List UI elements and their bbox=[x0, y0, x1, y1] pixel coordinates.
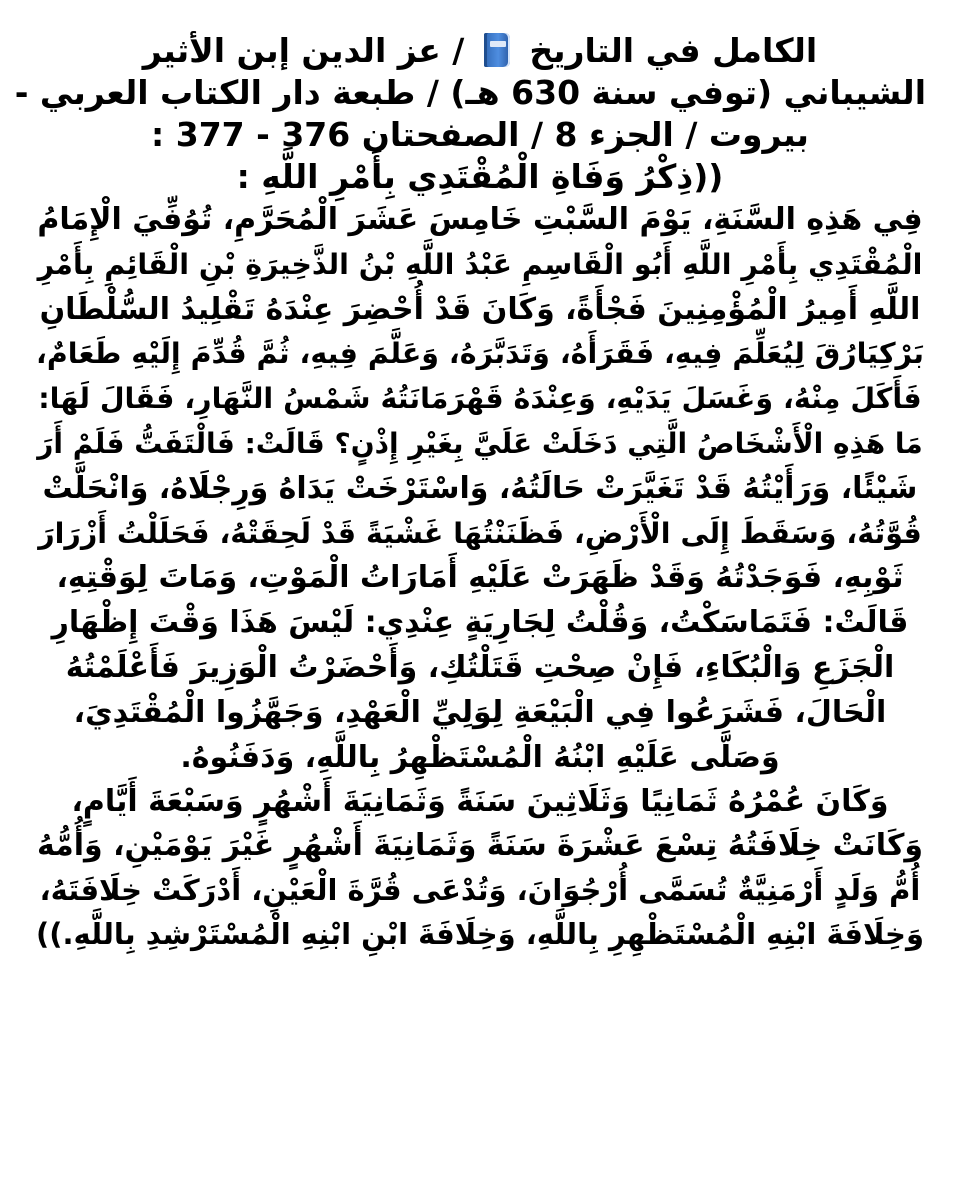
text-line: اللَّهِ أَمِيرُ الْمُؤْمِنِينَ فَجْأَةً، وَكَانَ قَدْ أُحْضِرَ عِنْدَهُ تَقْلِيدُ السُّلْطَانِ bbox=[39, 291, 921, 327]
title-author: / عز الدين إبن الأثير bbox=[142, 31, 465, 70]
text-line: وَخِلَافَةَ ابْنِهِ الْمُسْتَظْهِرِ بِاللَّهِ، وَخِلَافَةَ ابْنِ ابْنِهِ الْمُسْتَرْشِدِ بِاللَّهِ.)) bbox=[36, 917, 924, 952]
text-line: أُمُّ وَلَدٍ أَرْمَنِيَّةٌ تُسَمَّى أُرْجُوَانَ، وَتُدْعَى قُرَّةَ الْعَيْنِ، أَدْرَكَتْ خِلَافَتَهُ، bbox=[39, 873, 921, 908]
text-line: قَالَتْ: فَتَمَاسَكْتُ، وَقُلْتُ لِجَارِيَةٍ عِنْدِي: لَيْسَ هَذَا وَقْتَ إِظْهَارِ bbox=[51, 605, 909, 641]
text-line: الْمُقْتَدِي بِأَمْرِ اللَّهِ أَبُو الْقَاسِمِ عَبْدُ اللَّهِ بْنُ الذَّخِيرَةِ بْنِ الْقَائِمِ بِأَمْرِ bbox=[37, 247, 923, 281]
text-line: فَأَكَلَ مِنْهُ، وَغَسَلَ يَدَيْهِ، وَعِنْدَهُ قَهْرَمَانَتُهُ شَمْسُ النَّهَارِ، فَقَالَ لَهَا: bbox=[38, 382, 922, 416]
section-heading: ((ذِكْرُ وَفَاةِ الْمُقْتَدِي بِأَمْرِ اللَّهِ : bbox=[236, 157, 724, 196]
document-title bbox=[34, 30, 926, 72]
source-line-3: بيروت / الجزء 8 / الصفحتان 376 - 377 : bbox=[151, 115, 809, 154]
text-line: وَكَانَ عُمْرُهُ ثَمَانِيًا وَثَلَاثِينَ سَنَةً وَثَمَانِيَةَ أَشْهُرٍ وَسَبْعَةَ أَيَّامٍ، bbox=[71, 784, 889, 820]
paragraph-1 bbox=[34, 198, 926, 780]
source-line-2: الشيباني (توفي سنة 630 هـ) / طبعة دار الكتاب العربي - bbox=[14, 73, 926, 112]
text-line: بَرْكِيَارُقَ لِيُعَلِّمَ فِيهِ، فَقَرَأَهُ، وَتَدَبَّرَهُ، وَعَلَّمَ فِيهِ، ثُمَّ قُدِّمَ إِلَيْهِ طَعَامٌ، bbox=[36, 337, 924, 371]
title-book-name: الكامل في التاريخ bbox=[529, 31, 818, 70]
text-line: الْحَالَ، فَشَرَعُوا فِي الْبَيْعَةِ لِوَلِيِّ الْعَهْدِ، وَجَهَّزُوا الْمُقْتَدِيَ، bbox=[73, 694, 887, 730]
text-line: قُوَّتُهُ، وَسَقَطَ إِلَى الْأَرْضِ، فَظَنَنْتُهَا غَشْيَةً قَدْ لَحِقَتْهُ، فَحَلَلْتُ أَزْرَارَ bbox=[38, 516, 922, 550]
paragraph-2 bbox=[34, 780, 926, 956]
text-line: مَا هَذِهِ الْأَشْخَاصُ الَّتِي دَخَلَتْ عَلَيَّ بِغَيْرِ إِذْنٍ؟ قَالَتْ: فَالْتَفَتُّ فَلَمْ أَرَ bbox=[37, 426, 923, 460]
text-line: ثَوْبِهِ، فَوَجَدْتُهُ وَقَدْ ظَهَرَتْ عَلَيْهِ أَمَارَاتُ الْمَوْتِ، وَمَاتَ لِوَقْتِهِ، bbox=[56, 560, 904, 596]
text-line: فِي هَذِهِ السَّنَةِ، يَوْمَ السَّبْتِ خَامِسَ عَشَرَ الْمُحَرَّمِ، تُوُفِّيَ الْإِمَامُ bbox=[37, 202, 923, 237]
text-line: وَكَانَتْ خِلَافَتُهُ تِسْعَ عَشْرَةَ سَنَةً وَثَمَانِيَةَ أَشْهُرٍ غَيْرَ يَوْمَيْنِ، وَأُمُّهُ bbox=[36, 828, 924, 864]
text-line: الْجَزَعِ وَالْبُكَاءِ، فَإِنْ صِحْتِ قَتَلْتُكِ، وَأَحْضَرْتُ الْوَزِيرَ فَأَعْلَمْتُهُ bbox=[65, 649, 895, 685]
text-line: شَيْئًا، وَرَأَيْتُهُ قَدْ تَغَيَّرَتْ حَالَتُهُ، وَاسْتَرْخَتْ يَدَاهُ وَرِجْلَاهُ، وَانْحَلَّتْ bbox=[42, 470, 918, 506]
text-line: وَصَلَّى عَلَيْهِ ابْنُهُ الْمُسْتَظْهِرُ بِاللَّهِ، وَدَفَنُوهُ. bbox=[180, 739, 780, 775]
blue-book-icon bbox=[484, 33, 510, 67]
